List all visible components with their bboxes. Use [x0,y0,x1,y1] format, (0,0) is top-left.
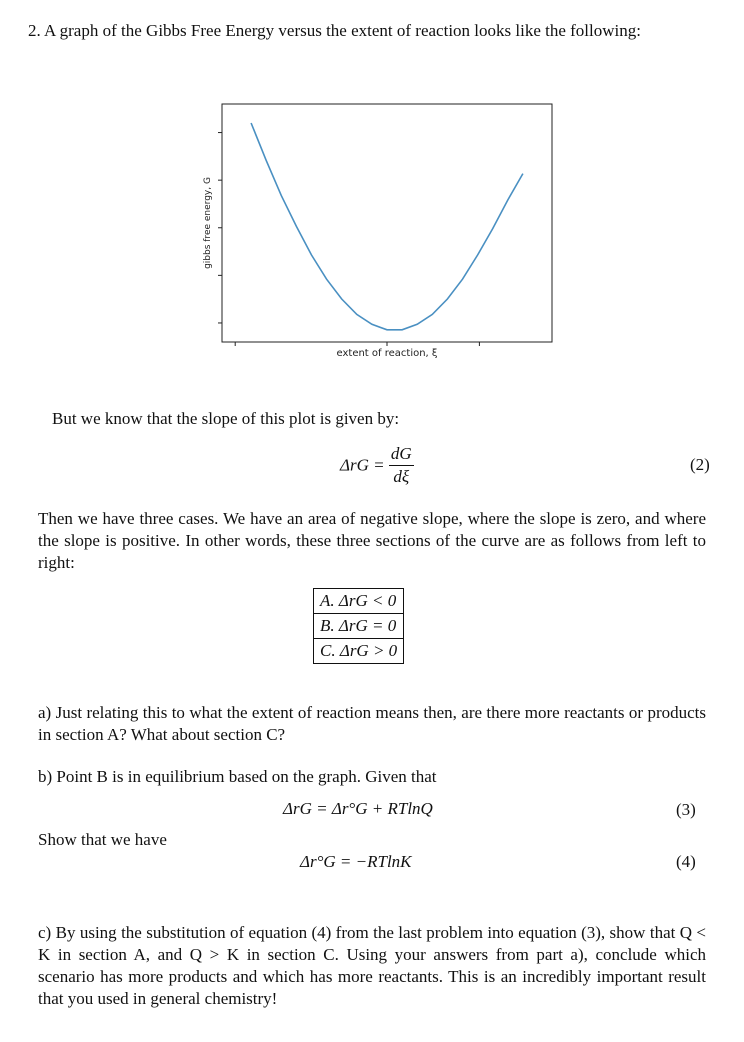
equation-4: Δr°G = −RTlnK [300,852,412,871]
eq2-number: (2) [690,455,710,474]
part-a-text: a) Just relating this to what the extent of reaction means then, are there more reactants or products in section A? What about section C? [38,703,706,744]
case-c: C. ΔrG > 0 [320,641,398,660]
cases-box [313,588,404,664]
chart-plot-frame [222,104,552,342]
eq3-number: (3) [676,800,696,819]
eq2-lhs: ΔrG = [340,455,385,475]
part-b-text: b) Point B is in equilibrium based on the graph. Given that [38,767,437,786]
slope-intro-text: But we know that the slope of this plot is given by: [52,409,400,428]
show-text: Show that we have [38,830,167,849]
chart-x-ticks [235,342,479,346]
eq4-number: (4) [676,852,696,871]
eq2-denominator: dξ [393,467,410,486]
cases-intro-text: Then we have three cases. We have an area of negative slope, where the slope is zero, and where the slope is positive. In other words, these three sections of the curve are as follows from left to right: [38,509,706,572]
x-axis-label: extent of reaction, ξ [336,348,438,359]
case-b: B. ΔrG = 0 [314,614,403,639]
y-axis-label: gibbs free energy, G [203,177,213,269]
eq2-fraction [389,443,414,488]
eq2-numerator: dG [389,443,414,466]
problem-heading: 2. A graph of the Gibbs Free Energy versus the extent of reaction looks like the following: [28,21,641,40]
part-c-text: c) By using the substitution of equation (4) from the last problem into equation (3), show that Q < K in section A, and Q > K in section C. Using your answers from part a), conclude which scenario has more products and which has more reactants. This is an incredibly important result that you used in general chemistry! [38,923,706,1008]
case-a: A. ΔrG < 0 [314,589,403,614]
chart-y-ticks [218,133,222,323]
equation-3: ΔrG = Δr°G + RTlnQ [283,799,433,818]
gibbs-curve-line [251,123,523,330]
equation-2 [340,443,414,488]
gibbs-chart [196,96,566,366]
